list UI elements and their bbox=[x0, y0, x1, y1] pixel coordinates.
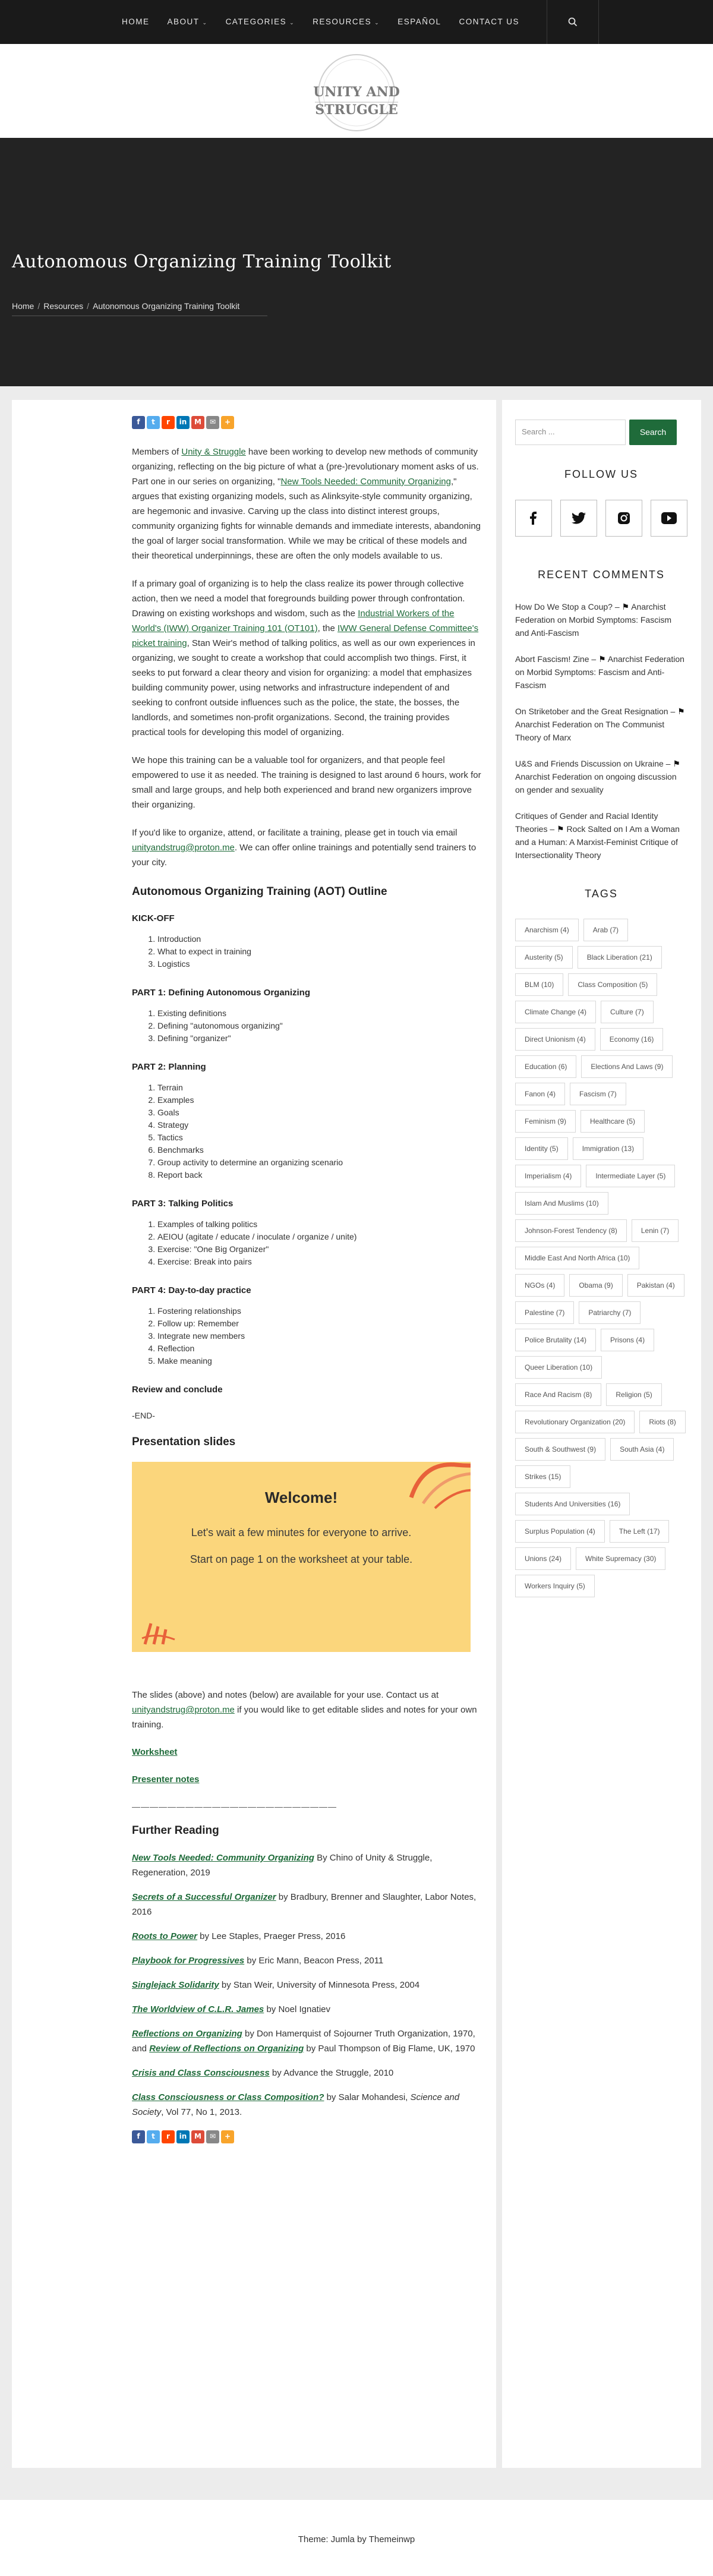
outline-item: 3. Exercise: "One Big Organizer" bbox=[157, 1243, 482, 1256]
outline-section-list bbox=[157, 1305, 482, 1367]
reading-title-link[interactable]: Crisis and Class Consciousness bbox=[132, 2067, 270, 2078]
outline-item: 6. Benchmarks bbox=[157, 1144, 482, 1156]
comment-post-link[interactable]: Abort Fascism! Zine bbox=[515, 654, 589, 664]
search-form bbox=[515, 420, 687, 445]
tag-link[interactable]: Black Liberation (21) bbox=[578, 946, 662, 969]
outline-item: 3. Integrate new members bbox=[157, 1330, 482, 1342]
recent-comment: Critiques of Gender and Racial Identity Theories – ⚑ Rock Salted on I Am a Woman and a Human: A Marxist-Feminist Critique of Intersectionality Theory bbox=[515, 811, 680, 860]
share-plus-icon: + bbox=[224, 2132, 231, 2141]
intro-paragraph-4: If you'd like to organize, attend, or facilitate a training, please get in touch via email unityandstrug@proton.me. We can offer online trainings and potentially send trainers to your city. bbox=[132, 828, 477, 868]
outline-item: 2. Defining "autonomous organizing" bbox=[157, 1020, 482, 1032]
comment-post-link[interactable]: On Striketober and the Great Resignation bbox=[515, 706, 668, 716]
linkedin-icon: in bbox=[179, 2132, 187, 2141]
tag-link[interactable]: Police Brutality (14) bbox=[515, 1329, 596, 1351]
logo-text-1: UNITY AND bbox=[313, 84, 400, 100]
intro-paragraph-3: We hope this training can be a valuable tool for organizers, and that people feel empowered to use it as needed. The training is designed to last around 6 hours, work for small and large groups, and help both experienced and brand new organizers improve their organizing. bbox=[132, 755, 481, 810]
twitter-icon bbox=[572, 512, 586, 525]
tag-link[interactable]: NGOs (4) bbox=[515, 1274, 564, 1297]
tag-link[interactable]: Anarchism (4) bbox=[515, 919, 579, 941]
slide-line-2: Start on page 1 on the worksheet at your table. bbox=[190, 1553, 413, 1566]
article bbox=[12, 400, 496, 2468]
linkedin-share-button[interactable] bbox=[176, 416, 190, 429]
tag-link[interactable]: BLM (10) bbox=[515, 973, 563, 996]
instagram-icon bbox=[617, 512, 630, 525]
outline-section-list bbox=[157, 933, 482, 970]
nav-search-button[interactable] bbox=[547, 0, 599, 44]
nav-item-2[interactable] bbox=[226, 15, 295, 29]
slide-doodle-decoration bbox=[139, 1615, 181, 1647]
tag-link[interactable]: Prisons (4) bbox=[601, 1329, 654, 1351]
facebook-link[interactable] bbox=[515, 500, 552, 537]
recent-comments-title: RECENT COMMENTS bbox=[538, 568, 665, 581]
reddit-icon: r bbox=[166, 418, 170, 427]
chevron-down-icon: ⌄ bbox=[374, 20, 380, 26]
site-footer bbox=[0, 2500, 713, 2576]
linkedin-icon: in bbox=[179, 418, 187, 427]
nav-item-label: CONTACT US bbox=[459, 17, 519, 27]
breadcrumb: Home / Resources / Autonomous Organizing Training Toolkit bbox=[12, 299, 239, 313]
nav-item-0[interactable] bbox=[122, 15, 150, 29]
gmail-icon: M bbox=[194, 2132, 201, 2141]
page-title: Autonomous Organizing Training Toolkit bbox=[12, 251, 392, 272]
slide-line-1: Let's wait a few minutes for everyone to arrive. bbox=[191, 1527, 412, 1539]
tag-link[interactable]: White Supremacy (30) bbox=[576, 1547, 665, 1570]
slide-title: Welcome! bbox=[264, 1489, 338, 1507]
nav-item-4[interactable] bbox=[397, 15, 441, 29]
reading-item: Reflections on Organizing by Don Hamerquist of Sojourner Truth Organization, 1970, and Review of Reflections on Organizing by Paul Thompson of Big Flame, UK, 1970 bbox=[132, 2028, 475, 2054]
facebook-share-button[interactable] bbox=[132, 2130, 145, 2143]
iww-ot101-link[interactable]: Industrial Workers of the World's (IWW) Organizer Training 101 (OT101) bbox=[132, 608, 455, 633]
reading-item: Singlejack Solidarity by Stan Weir, University of Minnesota Press, 2004 bbox=[132, 1979, 420, 1990]
share-plus-icon: + bbox=[224, 418, 231, 427]
facebook-icon: f bbox=[137, 418, 140, 427]
outline-item: 2. AEIOU (agitate / educate / inoculate / organize / unite) bbox=[157, 1231, 482, 1243]
outline-item: 5. Make meaning bbox=[157, 1355, 482, 1367]
tag-link[interactable]: Surplus Population (4) bbox=[515, 1520, 605, 1543]
reading-title-link[interactable]: Secrets of a Successful Organizer bbox=[132, 1891, 276, 1902]
recent-comments-list bbox=[515, 600, 687, 862]
tag-link[interactable]: South Asia (4) bbox=[610, 1438, 674, 1461]
site-branding bbox=[0, 44, 713, 138]
outline-item: 1. Terrain bbox=[157, 1082, 482, 1094]
tag-link[interactable]: Queer Liberation (10) bbox=[515, 1356, 602, 1379]
comment-author: Anarchist Federation bbox=[515, 771, 592, 781]
new-tools-link[interactable]: New Tools Needed: Community Organizing bbox=[280, 477, 451, 487]
separator-line: ——————————————————————— bbox=[132, 1802, 337, 1812]
outline-item: 5. Tactics bbox=[157, 1131, 482, 1144]
reading-title-link[interactable]: Review of Reflections on Organizing bbox=[149, 2043, 304, 2054]
email-icon: ✉ bbox=[209, 2132, 216, 2141]
tag-link[interactable]: Healthcare (5) bbox=[581, 1110, 645, 1133]
further-reading-title: Further Reading bbox=[132, 1824, 219, 1837]
flag-icon: ⚑ bbox=[557, 824, 567, 834]
outline-item: 4. Strategy bbox=[157, 1119, 482, 1131]
top-navigation bbox=[0, 0, 713, 44]
linkedin-share-button[interactable] bbox=[176, 2130, 190, 2143]
gmail-share-button[interactable] bbox=[191, 2130, 204, 2143]
outline-item: 1. Examples of talking politics bbox=[157, 1218, 482, 1231]
email-link[interactable]: unityandstrug@proton.me bbox=[132, 843, 235, 853]
further-reading-list bbox=[132, 1850, 482, 2120]
flag-icon: ⚑ bbox=[677, 706, 685, 716]
tag-link[interactable]: Lenin (7) bbox=[632, 1219, 679, 1242]
outline-item: 1. Fostering relationships bbox=[157, 1305, 482, 1317]
tag-link[interactable]: Economy (16) bbox=[600, 1028, 664, 1051]
recent-comment: On Striketober and the Great Resignation – ⚑ Anarchist Federation on The Communist Theory of Marx bbox=[515, 706, 685, 742]
footer-credit: Theme: Jumla by Themeinwp bbox=[298, 2534, 415, 2545]
outline-item: 4. Exercise: Break into pairs bbox=[157, 1256, 482, 1268]
outline-review: Review and conclude bbox=[132, 1385, 223, 1395]
nav-item-3[interactable] bbox=[313, 15, 380, 29]
outline-item: 2. Examples bbox=[157, 1094, 482, 1106]
tag-link[interactable]: Pakistan (4) bbox=[627, 1274, 684, 1297]
tag-link[interactable]: Riots (8) bbox=[639, 1411, 685, 1433]
outline-item: 7. Group activity to determine an organizing scenario bbox=[157, 1156, 482, 1169]
nav-item-label: ESPAÑOL bbox=[397, 17, 441, 27]
twitter-share-button[interactable] bbox=[147, 416, 160, 429]
tag-link[interactable]: The Left (17) bbox=[610, 1520, 670, 1543]
nav-item-label: CATEGORIES bbox=[225, 17, 287, 27]
gmail-icon: M bbox=[194, 418, 201, 427]
search-button[interactable]: Search bbox=[629, 420, 677, 445]
youtube-link[interactable] bbox=[651, 500, 687, 537]
breadcrumb-home[interactable]: Home bbox=[12, 301, 34, 311]
reading-item: Class Consciousness or Class Composition? by Salar Mohandesi, Science and Society, Vol 77, No 1, 2013. bbox=[132, 2092, 460, 2117]
reading-title-link[interactable]: Playbook for Progressives bbox=[132, 1955, 245, 1966]
outline-item: 4. Reflection bbox=[157, 1342, 482, 1355]
unity-struggle-link[interactable]: Unity & Struggle bbox=[181, 447, 246, 457]
recent-comment: Abort Fascism! Zine – ⚑ Anarchist Federation on Morbid Symptoms: Fascism and Anti-Fascism bbox=[515, 654, 684, 690]
site-logo[interactable] bbox=[303, 51, 410, 134]
tag-link[interactable]: Middle East And North Africa (10) bbox=[515, 1247, 639, 1269]
tag-link[interactable]: Patriarchy (7) bbox=[579, 1301, 641, 1324]
nav-item-label: RESOURCES bbox=[313, 17, 372, 27]
comment-on-link[interactable]: ongoing discussion on gender and sexuality bbox=[515, 771, 677, 794]
outline-item: 3. Logistics bbox=[157, 958, 482, 970]
comment-author: Rock Salted bbox=[566, 824, 611, 834]
comment-author: Anarchist Federation bbox=[607, 654, 684, 664]
tag-link[interactable]: Fascism (7) bbox=[570, 1083, 626, 1105]
worksheet-link[interactable]: Worksheet bbox=[132, 1747, 178, 1758]
email-share-button[interactable] bbox=[206, 2130, 219, 2143]
outline-item: 1. Introduction bbox=[157, 933, 482, 945]
chevron-down-icon: ⌄ bbox=[202, 20, 208, 26]
outline-item: 8. Report back bbox=[157, 1169, 482, 1181]
comment-on-link[interactable]: I Am a Woman and a Human: A Marxist-Feminist Critique of Intersectionality Theory bbox=[515, 824, 680, 860]
follow-us-title: FOLLOW US bbox=[564, 468, 638, 480]
outline-end: -END- bbox=[132, 1411, 155, 1421]
comment-author: Anarchist Federation bbox=[515, 601, 666, 625]
reading-item: Roots to Power by Lee Staples, Praeger Press, 2016 bbox=[132, 1931, 346, 1941]
outline-item: 3. Goals bbox=[157, 1106, 482, 1119]
intro-paragraph-1: Members of Unity & Struggle have been working to develop new methods of community organizing, reflecting on the big picture of what a (pre-)revolutionary moment asks of us. Part one in our series on organizing, "New Tools Needed: Community Organizing," argues that existing organizing models, such as Alinksyite-style community organizing, are hegemonic and invasive. Carving up the class into distinct interest groups, community organizing fights for winnable demands and immediate interests, abandoning the goal of larger social transformation. While we may be critical of these models and their theoretical underpinnings, these are often the only models available to us. bbox=[132, 447, 481, 561]
search-input[interactable]: Search ... bbox=[515, 420, 626, 445]
comment-author: Anarchist Federation bbox=[515, 719, 592, 729]
outline-section-list bbox=[157, 1082, 482, 1181]
reading-item: New Tools Needed: Community Organizing By Chino of Unity & Struggle, Regeneration, 2019 bbox=[132, 1852, 433, 1878]
tags-title: TAGS bbox=[585, 887, 618, 900]
tag-link[interactable]: Climate Change (4) bbox=[515, 1001, 596, 1023]
outline-section-heading: PART 1: Defining Autonomous Organizing bbox=[132, 988, 310, 998]
flag-icon: ⚑ bbox=[598, 654, 608, 664]
tag-link[interactable]: Immigration (13) bbox=[573, 1137, 643, 1160]
reddit-icon: r bbox=[166, 2132, 170, 2141]
comment-on-link[interactable]: The Communist Theory of Marx bbox=[515, 719, 665, 742]
tag-link[interactable]: Unions (24) bbox=[515, 1547, 571, 1570]
chevron-down-icon: ⌄ bbox=[289, 20, 295, 26]
flag-icon: ⚑ bbox=[621, 601, 632, 611]
reading-title-link[interactable]: Reflections on Organizing bbox=[132, 2028, 242, 2039]
reading-title-link[interactable]: Class Consciousness or Class Composition? bbox=[132, 2092, 324, 2102]
tag-cloud bbox=[515, 919, 687, 1597]
reading-title-link[interactable]: The Worldview of C.L.R. James bbox=[132, 2004, 264, 2014]
tag-link[interactable]: Obama (9) bbox=[569, 1274, 622, 1297]
facebook-icon bbox=[527, 512, 540, 525]
reading-title-link[interactable]: New Tools Needed: Community Organizing bbox=[132, 1852, 314, 1863]
share-plus-share-button[interactable] bbox=[221, 2130, 234, 2143]
reading-title-link[interactable]: Roots to Power bbox=[132, 1931, 198, 1941]
search-icon bbox=[568, 17, 578, 27]
outline-section-heading: KICK-OFF bbox=[132, 913, 175, 924]
outline-section-heading: PART 3: Talking Politics bbox=[132, 1199, 234, 1209]
tag-link[interactable]: Arab (7) bbox=[583, 919, 628, 941]
tag-link[interactable]: Feminism (9) bbox=[515, 1110, 576, 1133]
tag-link[interactable]: South & Southwest (9) bbox=[515, 1438, 605, 1461]
tag-link[interactable]: Imperialism (4) bbox=[515, 1165, 581, 1187]
reading-item: Playbook for Progressives by Eric Mann, Beacon Press, 2011 bbox=[132, 1955, 384, 1966]
tag-link[interactable]: Class Composition (5) bbox=[568, 973, 657, 996]
logo-text-2: STRUGGLE bbox=[315, 102, 398, 118]
comment-post-link[interactable]: How Do We Stop a Coup? bbox=[515, 601, 613, 611]
email-share-button[interactable] bbox=[206, 416, 219, 429]
share-plus-share-button[interactable] bbox=[221, 416, 234, 429]
tag-link[interactable]: Education (6) bbox=[515, 1055, 576, 1078]
comment-post-link[interactable]: U&S and Friends Discussion on Ukraine bbox=[515, 758, 664, 768]
share-buttons-top bbox=[132, 416, 482, 430]
facebook-share-button[interactable] bbox=[132, 416, 145, 429]
outline-section-heading: PART 4: Day-to-day practice bbox=[132, 1285, 251, 1296]
facebook-icon: f bbox=[137, 2132, 140, 2141]
picket-training-link[interactable]: IWW General Defense Committee's picket training bbox=[132, 623, 479, 648]
outline-item: 1. Existing definitions bbox=[157, 1007, 482, 1020]
tag-link[interactable]: Identity (5) bbox=[515, 1137, 568, 1160]
tag-link[interactable]: Direct Unionism (4) bbox=[515, 1028, 595, 1051]
reading-item: Secrets of a Successful Organizer by Bradbury, Brenner and Slaughter, Labor Notes, 2016 bbox=[132, 1891, 477, 1917]
page-header bbox=[0, 138, 713, 386]
tag-link[interactable]: Students And Universities (16) bbox=[515, 1493, 630, 1515]
social-links bbox=[515, 500, 687, 537]
nav-item-5[interactable] bbox=[459, 15, 519, 29]
outline-item: 3. Defining "organizer" bbox=[157, 1032, 482, 1045]
twitter-link[interactable] bbox=[560, 500, 597, 537]
tag-link[interactable]: Revolutionary Organization (20) bbox=[515, 1411, 635, 1433]
tag-link[interactable]: Strikes (15) bbox=[515, 1465, 570, 1488]
outline-item: 2. Follow up: Remember bbox=[157, 1317, 482, 1330]
nav-item-1[interactable] bbox=[168, 15, 208, 29]
comment-on-link[interactable]: Morbid Symptoms: Fascism and Anti-Fascism bbox=[515, 667, 665, 690]
reading-item: Crisis and Class Consciousness by Advance the Struggle, 2010 bbox=[132, 2067, 394, 2078]
tag-link[interactable]: Religion (5) bbox=[606, 1383, 661, 1406]
twitter-share-button[interactable] bbox=[147, 2130, 160, 2143]
email-icon: ✉ bbox=[209, 418, 216, 427]
slides-email-link[interactable]: unityandstrug@proton.me bbox=[132, 1705, 235, 1716]
nav-menu bbox=[122, 0, 537, 44]
outline-section-list bbox=[157, 1218, 482, 1268]
slides-note: The slides (above) and notes (below) are available for your use. Contact us at unityandstrug@proton.me if you would like to get editable slides and notes for your own training. bbox=[132, 1690, 477, 1730]
outline-sections bbox=[132, 912, 482, 1367]
nav-item-label: HOME bbox=[122, 17, 150, 27]
tag-link[interactable]: Workers Inquiry (5) bbox=[515, 1575, 595, 1597]
nav-item-label: ABOUT bbox=[167, 17, 200, 27]
breadcrumb-current: Autonomous Organizing Training Toolkit bbox=[93, 301, 240, 311]
gmail-share-button[interactable] bbox=[191, 416, 204, 429]
comment-post-link[interactable]: Critiques of Gender and Racial Identity Theories bbox=[515, 811, 658, 834]
comment-on-link[interactable]: Morbid Symptoms: Fascism and Anti-Fascism bbox=[515, 614, 671, 638]
reading-item: The Worldview of C.L.R. James by Noel Ignatiev bbox=[132, 2004, 331, 2014]
outline-section-list bbox=[157, 1007, 482, 1045]
presenter-notes-link[interactable]: Presenter notes bbox=[132, 1774, 200, 1785]
reddit-share-button[interactable] bbox=[162, 2130, 175, 2143]
reddit-share-button[interactable] bbox=[162, 416, 175, 429]
intro-paragraph-2: If a primary goal of organizing is to help the class realize its power through collective action, then we need a model that foregrounds building power through confrontation. Drawing on existing workshops and wisdom, such as the Industrial Workers of the World's (IWW) Organizer Training 101 (OT101), the IWW General Defense Committee's picket training, Stan Weir's method of talking politics, as well as our own experiences in organizing, we sought to create a workshop that could accomplish two things. First, it seeks to put forward a clear theory and vision for organizing: a model that emphasizes building community power, using networks and infrastructure independent of and seeking to confront outside influences such as the police, the state, the bosses, the landlords, and sometimes non-profit organizations. Second, the training provides practical tools for developing this model of organizing. bbox=[132, 579, 479, 737]
share-buttons-bottom bbox=[132, 2130, 482, 2145]
page-body bbox=[0, 386, 713, 2500]
recent-comment: How Do We Stop a Coup? – ⚑ Anarchist Federation on Morbid Symptoms: Fascism and Anti-Fascism bbox=[515, 601, 671, 638]
outline-item: 2. What to expect in training bbox=[157, 945, 482, 958]
sidebar bbox=[502, 400, 701, 2468]
presentation-slide[interactable] bbox=[132, 1462, 471, 1652]
instagram-link[interactable] bbox=[605, 500, 642, 537]
outline-section-heading: PART 2: Planning bbox=[132, 1062, 206, 1073]
twitter-icon: t bbox=[152, 418, 155, 427]
flag-icon: ⚑ bbox=[673, 758, 680, 768]
tag-link[interactable]: Culture (7) bbox=[601, 1001, 654, 1023]
twitter-icon: t bbox=[152, 2132, 155, 2141]
outline-title: Autonomous Organizing Training (AOT) Outline bbox=[132, 885, 387, 898]
breadcrumb-resources[interactable]: Resources bbox=[43, 301, 84, 311]
tag-link[interactable]: Palestine (7) bbox=[515, 1301, 574, 1324]
tag-link[interactable]: Intermediate Layer (5) bbox=[586, 1165, 675, 1187]
tag-link[interactable]: Race And Racism (8) bbox=[515, 1383, 601, 1406]
tag-link[interactable]: Johnson-Forest Tendency (8) bbox=[515, 1219, 627, 1242]
youtube-icon bbox=[661, 512, 677, 524]
tag-link[interactable]: Fanon (4) bbox=[515, 1083, 565, 1105]
recent-comment: U&S and Friends Discussion on Ukraine – ⚑ Anarchist Federation on ongoing discussion on gender and sexuality bbox=[515, 758, 680, 794]
reading-title-link[interactable]: Singlejack Solidarity bbox=[132, 1979, 219, 1990]
slides-title: Presentation slides bbox=[132, 1435, 236, 1448]
tag-link[interactable]: Elections And Laws (9) bbox=[581, 1055, 673, 1078]
tag-link[interactable]: Austerity (5) bbox=[515, 946, 573, 969]
tag-link[interactable]: Islam And Muslims (10) bbox=[515, 1192, 608, 1215]
